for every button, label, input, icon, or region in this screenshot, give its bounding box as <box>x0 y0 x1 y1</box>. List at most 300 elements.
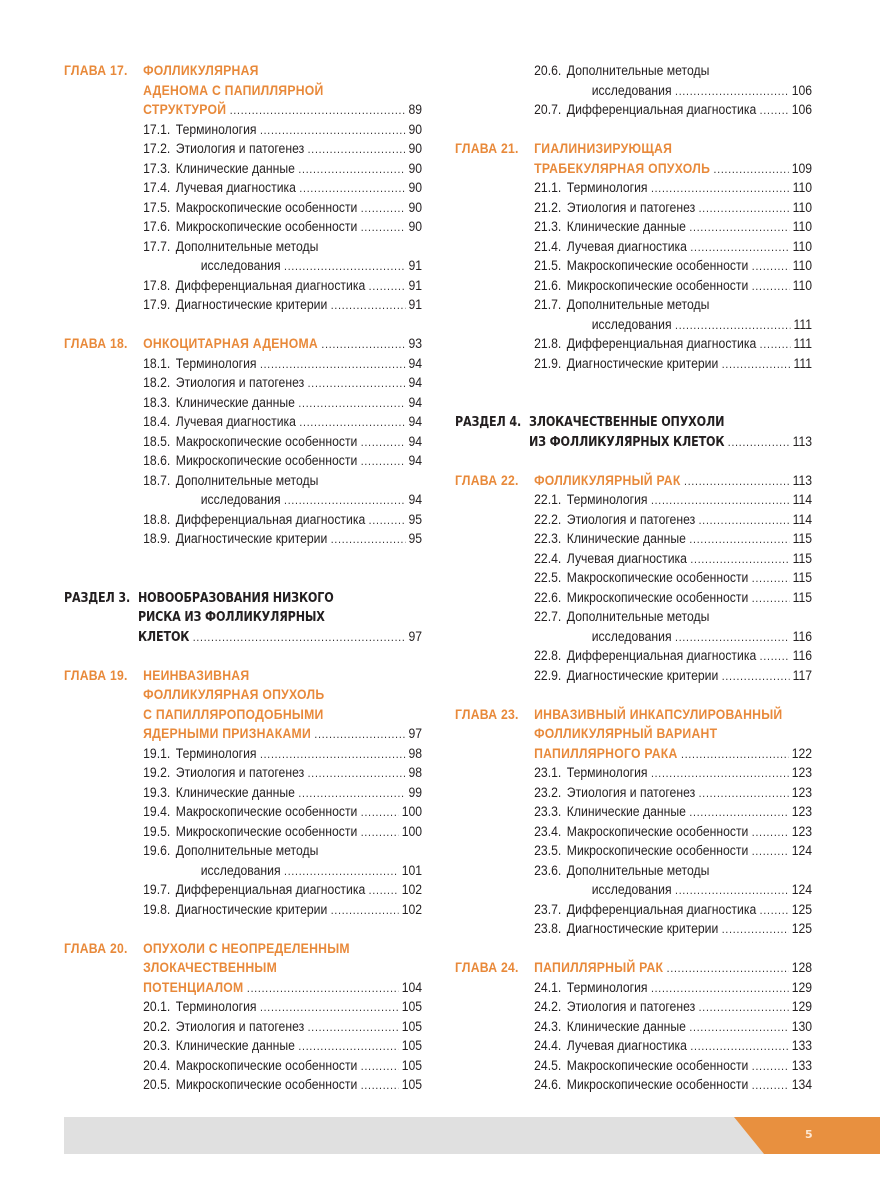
dot-leader <box>651 179 789 199</box>
toc-item[interactable] <box>64 862 422 882</box>
chapter-heading-line[interactable] <box>455 725 812 745</box>
item-text-wrap <box>176 238 422 258</box>
toc-item[interactable] <box>64 257 422 277</box>
item-title: Лучевая диагностика <box>566 550 687 567</box>
item-title: Микроскопические особенности <box>566 277 749 294</box>
item-number: 18.4. <box>143 414 171 430</box>
toc-item[interactable] <box>64 842 422 862</box>
continuation-entry <box>455 62 812 121</box>
chapter-heading-line[interactable] <box>455 472 812 492</box>
item-text-wrap <box>567 491 812 511</box>
item-number: 24.1. <box>534 979 562 996</box>
dot-leader <box>728 433 789 453</box>
item-number: 23.2. <box>534 784 562 801</box>
chapter-entry <box>64 62 422 316</box>
toc-item[interactable] <box>455 101 812 121</box>
item-text-wrap <box>201 862 422 882</box>
dot-leader <box>681 745 788 765</box>
section-title title-wrap <box>138 608 422 628</box>
dot-leader <box>314 725 405 745</box>
item-number: 18.8. <box>143 511 171 528</box>
section-title: КЛЕТОК <box>137 629 190 645</box>
toc-item[interactable] <box>64 296 422 316</box>
toc-item[interactable] <box>455 62 812 82</box>
item-number: 24.4. <box>534 1038 562 1054</box>
toc-item[interactable] <box>455 335 812 355</box>
dot-leader <box>699 998 789 1018</box>
item-title: Диагностические критерии <box>175 297 328 313</box>
item-text-wrap <box>176 784 422 804</box>
item-title: Макроскопические особенности <box>175 804 358 820</box>
toc-item[interactable] <box>455 355 812 375</box>
chapter-title title-wrap <box>143 101 422 121</box>
item-text-wrap <box>567 1018 812 1038</box>
toc-item[interactable] <box>455 979 812 999</box>
page-ref: 115 <box>792 550 813 567</box>
dot-leader <box>299 413 405 433</box>
item-text-wrap <box>176 511 422 531</box>
dot-leader <box>752 823 788 843</box>
toc-item[interactable] <box>64 355 422 375</box>
item-title: Дополнительные методы <box>175 472 319 489</box>
dot-leader <box>752 842 789 862</box>
item-title: Дифференциальная диагностика <box>566 901 757 918</box>
dot-leader <box>331 296 405 316</box>
chapter-heading-line[interactable] <box>64 959 422 979</box>
page-ref: 106 <box>791 82 813 99</box>
spacer <box>455 121 812 141</box>
toc-item[interactable] <box>455 667 812 687</box>
toc-item[interactable] <box>64 238 422 258</box>
toc-item[interactable] <box>64 803 422 823</box>
chapter-heading-line[interactable] <box>64 335 422 355</box>
chapter-title title-wrap <box>534 959 812 979</box>
toc-item[interactable] <box>64 901 422 921</box>
item-text-wrap <box>201 491 422 511</box>
item-number: 17.9. <box>143 297 171 313</box>
page-ref: 115 <box>792 570 813 586</box>
dot-leader <box>308 1018 399 1038</box>
section-title title-wrap <box>138 628 422 648</box>
page-ref: 98 <box>408 745 423 762</box>
toc-item[interactable] <box>455 569 812 589</box>
chapter-label: ГЛАВА 24. <box>455 960 519 976</box>
dot-leader <box>369 511 405 531</box>
page-ref: 105 <box>401 1018 423 1035</box>
item-text-wrap <box>176 901 422 921</box>
chapter-title title-wrap <box>143 725 422 745</box>
toc-item[interactable] <box>455 998 812 1018</box>
item-number: 23.7. <box>534 901 562 918</box>
item-number: 20.3. <box>143 1038 171 1054</box>
toc-item[interactable] <box>455 257 812 277</box>
item-title: Терминология <box>175 355 257 372</box>
toc-item[interactable] <box>64 1076 422 1096</box>
item-text-wrap <box>567 218 812 238</box>
item-title: Терминология <box>566 765 648 781</box>
item-text-wrap <box>176 296 422 316</box>
toc-item[interactable] <box>455 901 812 921</box>
toc-item[interactable] <box>64 121 422 141</box>
page-ref: 110 <box>792 180 813 196</box>
item-text-wrap <box>176 374 422 394</box>
item-number: 22.3. <box>534 531 562 547</box>
page-ref: 111 <box>793 355 813 372</box>
toc-item[interactable] <box>455 316 812 336</box>
section-heading-line[interactable] <box>64 589 422 609</box>
item-text-wrap <box>567 920 812 940</box>
item-title: Клинические данные <box>175 394 295 411</box>
item-text-wrap <box>567 1076 812 1096</box>
item-title: Этиология и патогенез <box>566 511 696 528</box>
page-ref: 123 <box>791 804 813 820</box>
chapter-heading-line[interactable] <box>64 82 422 102</box>
item-text-wrap <box>592 628 812 648</box>
toc-item[interactable] <box>64 179 422 199</box>
item-text-wrap <box>176 881 422 901</box>
section-heading-line[interactable] <box>64 608 422 628</box>
toc-item[interactable] <box>64 1057 422 1077</box>
dot-leader <box>321 335 405 355</box>
item-title: Макроскопические особенности <box>175 199 358 216</box>
item-title: Клинические данные <box>566 531 686 547</box>
dot-leader <box>667 959 789 979</box>
item-title: Клинические данные <box>566 219 686 235</box>
page-ref: 114 <box>792 492 813 508</box>
chapter-heading-line[interactable] <box>64 667 422 687</box>
page-ref: 90 <box>408 141 423 157</box>
item-title: Микроскопические особенности <box>175 1077 358 1093</box>
section-heading-line[interactable] <box>64 628 422 648</box>
page-ref: 109 <box>791 160 813 177</box>
page-ref: 94 <box>408 414 423 430</box>
toc-item[interactable] <box>455 277 812 297</box>
dot-leader <box>308 764 405 784</box>
chapter-heading-line[interactable] <box>455 160 812 180</box>
spacer <box>64 550 422 589</box>
item-text-wrap <box>176 413 422 433</box>
item-number: 21.4. <box>534 238 562 255</box>
spacer <box>455 374 812 413</box>
chapter-title: ИНВАЗИВНЫЙ ИНКАПСУЛИРОВАННЫЙ <box>534 706 783 723</box>
page-ref: 129 <box>791 979 813 996</box>
item-text-wrap <box>176 452 422 472</box>
page-ref: 124 <box>791 882 813 898</box>
item-title: Дополнительные методы <box>566 609 710 625</box>
page-ref: 117 <box>792 667 813 684</box>
item-title: Этиология и патогенез <box>566 999 696 1015</box>
item-number: 19.6. <box>143 843 171 859</box>
toc-item[interactable] <box>64 784 422 804</box>
page-ref: 110 <box>792 199 813 216</box>
chapter-title title-wrap <box>143 667 422 687</box>
dot-leader <box>651 979 788 999</box>
chapter-title title-wrap <box>534 140 812 160</box>
chapter-label: ГЛАВА 23. <box>455 706 519 723</box>
toc-item[interactable] <box>455 589 812 609</box>
toc-item[interactable] <box>64 433 422 453</box>
chapter-title: ОПУХОЛИ С НЕОПРЕДЕЛЕННЫМ <box>143 940 350 957</box>
dot-leader <box>361 218 405 238</box>
dot-leader <box>369 277 405 297</box>
item-number: 17.5. <box>143 199 171 216</box>
dot-leader <box>651 491 789 511</box>
toc-item[interactable] <box>455 823 812 843</box>
toc-item[interactable] <box>64 140 422 160</box>
page-ref: 91 <box>408 297 423 313</box>
chapter-title title-wrap <box>534 472 812 492</box>
item-title: Лучевая диагностика <box>175 180 296 196</box>
page-ref: 113 <box>792 472 813 489</box>
dot-leader <box>675 881 788 901</box>
page-ref: 122 <box>791 745 813 762</box>
page-ref: 102 <box>401 882 423 898</box>
item-text-wrap <box>567 764 812 784</box>
toc-item[interactable] <box>455 608 812 628</box>
dot-leader <box>308 140 405 160</box>
toc-item[interactable] <box>64 394 422 414</box>
dot-leader <box>284 257 405 277</box>
item-text-wrap <box>176 472 422 492</box>
dot-leader <box>230 101 405 121</box>
page-ref: 123 <box>791 823 813 840</box>
toc-item[interactable] <box>64 472 422 492</box>
page-ref: 100 <box>401 804 423 820</box>
item-text-wrap <box>567 277 812 297</box>
toc-item[interactable] <box>455 511 812 531</box>
page-ref: 104 <box>401 979 423 996</box>
item-title: Лучевая диагностика <box>566 238 687 255</box>
item-title: Дифференциальная диагностика <box>175 882 366 898</box>
toc-item[interactable] <box>455 218 812 238</box>
item-title: Дополнительные методы <box>175 238 319 255</box>
item-number: 22.6. <box>534 589 562 606</box>
item-title: Диагностические критерии <box>175 901 328 918</box>
section-label: РАЗДЕЛ 4. <box>455 415 522 430</box>
toc-item[interactable] <box>455 784 812 804</box>
item-title: Этиология и патогенез <box>175 1018 305 1035</box>
dot-leader <box>684 472 789 492</box>
chapter-entry <box>455 472 812 687</box>
dot-leader <box>260 355 405 375</box>
item-number: 23.8. <box>534 921 562 937</box>
page-ref: 115 <box>792 589 813 606</box>
page-ref: 94 <box>408 492 423 508</box>
toc-item[interactable] <box>64 823 422 843</box>
page-ref: 95 <box>408 511 423 528</box>
chapter-heading-line[interactable] <box>455 140 812 160</box>
item-number: 23.3. <box>534 804 562 820</box>
chapter-heading-line[interactable] <box>64 101 422 121</box>
section-heading-line[interactable] <box>455 433 812 453</box>
dot-leader <box>260 998 398 1018</box>
item-text-wrap <box>567 569 812 589</box>
toc-item[interactable] <box>64 218 422 238</box>
toc-item[interactable] <box>455 764 812 784</box>
toc-item[interactable] <box>455 1057 812 1077</box>
item-number: 23.5. <box>534 843 562 859</box>
dot-leader <box>361 1057 398 1077</box>
dot-leader <box>752 257 789 277</box>
page-ref: 90 <box>408 121 423 138</box>
dot-leader <box>699 511 790 531</box>
item-title: Макроскопические особенности <box>566 570 749 586</box>
dot-leader <box>361 823 399 843</box>
toc-item[interactable] <box>455 881 812 901</box>
item-title: Микроскопические особенности <box>566 1077 749 1093</box>
dot-leader <box>284 491 405 511</box>
section-title: ЗЛОКАЧЕСТВЕННЫЕ ОПУХОЛИ <box>528 415 725 430</box>
item-number: 20.5. <box>143 1077 171 1093</box>
item-text-wrap <box>567 842 812 862</box>
toc-item[interactable] <box>64 199 422 219</box>
toc-item[interactable] <box>455 179 812 199</box>
dot-leader <box>752 1057 788 1077</box>
item-text-wrap <box>567 101 812 121</box>
item-text-wrap <box>567 62 812 82</box>
item-title: Дифференциальная диагностика <box>566 336 757 352</box>
page-number: 5 <box>805 1128 813 1141</box>
toc-item[interactable] <box>64 160 422 180</box>
item-title: Макроскопические особенности <box>566 258 749 274</box>
toc-item[interactable] <box>455 1018 812 1038</box>
item-text-wrap <box>176 998 422 1018</box>
dot-leader <box>714 160 789 180</box>
item-text-wrap <box>176 745 422 765</box>
toc-item[interactable] <box>64 881 422 901</box>
item-title: Клинические данные <box>566 804 686 820</box>
item-title: Дополнительные методы <box>566 297 710 313</box>
item-text-wrap <box>567 901 812 921</box>
item-number: 17.3. <box>143 160 171 177</box>
dot-leader <box>675 316 790 336</box>
page-ref: 128 <box>791 960 813 976</box>
item-text-wrap <box>176 1057 422 1077</box>
item-number: 19.3. <box>143 784 171 801</box>
toc-item[interactable] <box>64 491 422 511</box>
item-title: Клинические данные <box>566 1018 686 1035</box>
item-number: 17.1. <box>143 121 171 138</box>
item-number: 18.2. <box>143 375 171 391</box>
toc-item[interactable] <box>455 628 812 648</box>
item-text-wrap <box>592 316 812 336</box>
toc-item[interactable] <box>64 413 422 433</box>
toc-item[interactable] <box>455 530 812 550</box>
chapter-heading-line[interactable] <box>64 62 422 82</box>
page-ref: 90 <box>408 180 423 196</box>
section-heading-line[interactable] <box>455 413 812 433</box>
toc-item[interactable] <box>64 277 422 297</box>
toc-item[interactable] <box>455 803 812 823</box>
toc-item[interactable] <box>64 530 422 550</box>
chapter-title: ЗЛОКАЧЕСТВЕННЫМ <box>143 960 278 976</box>
page-ref: 125 <box>791 901 813 918</box>
chapter-heading-line[interactable] <box>64 725 422 745</box>
item-text-wrap <box>567 1057 812 1077</box>
item-title: Дифференциальная диагностика <box>566 102 757 118</box>
chapter-title: ПАПИЛЛЯРНЫЙ РАК <box>534 960 664 976</box>
item-title: Терминология <box>566 492 648 508</box>
dot-leader <box>752 277 789 297</box>
toc-item[interactable] <box>64 374 422 394</box>
item-number: 24.3. <box>534 1018 562 1035</box>
toc-item[interactable] <box>64 998 422 1018</box>
item-title: Микроскопические особенности <box>566 589 749 606</box>
item-text-wrap <box>176 803 422 823</box>
toc-item[interactable] <box>64 745 422 765</box>
chapter-label: ГЛАВА 18. <box>64 336 128 352</box>
item-text-wrap <box>176 277 422 297</box>
toc-item[interactable] <box>64 764 422 784</box>
toc-item[interactable] <box>455 82 812 102</box>
chapter-heading-line[interactable] <box>64 940 422 960</box>
chapter-title: ФОЛЛИКУЛЯРНЫЙ ВАРИАНТ <box>534 726 718 742</box>
chapter-heading-line[interactable] <box>64 686 422 706</box>
chapter-title: ГИАЛИНИЗИРУЮЩАЯ <box>534 141 673 157</box>
chapter-heading-line[interactable] <box>455 745 812 765</box>
toc-item[interactable] <box>64 511 422 531</box>
toc-item[interactable] <box>64 1037 422 1057</box>
chapter-label: ГЛАВА 19. <box>64 667 128 684</box>
item-title: Дополнительные методы <box>566 63 710 79</box>
dot-leader <box>689 803 788 823</box>
item-title: Микроскопические особенности <box>175 453 358 469</box>
item-number: 23.4. <box>534 823 562 840</box>
item-number: 22.7. <box>534 609 562 625</box>
chapter-heading-line[interactable] <box>455 959 812 979</box>
dot-leader <box>722 667 789 687</box>
chapter-title: ТРАБЕКУЛЯРНАЯ ОПУХОЛЬ <box>534 160 711 177</box>
toc-item[interactable] <box>64 452 422 472</box>
toc-item[interactable] <box>455 296 812 316</box>
item-text-wrap <box>567 784 812 804</box>
chapter-heading-line[interactable] <box>64 706 422 726</box>
item-number: 22.4. <box>534 550 562 567</box>
chapter-title: ЯДЕРНЫМИ ПРИЗНАКАМИ <box>143 726 311 742</box>
dot-leader <box>361 803 398 823</box>
toc-item[interactable] <box>455 199 812 219</box>
item-text-wrap <box>567 296 812 316</box>
toc-item[interactable] <box>455 1076 812 1096</box>
toc-item[interactable] <box>455 550 812 570</box>
chapter-title title-wrap <box>143 686 422 706</box>
toc-item[interactable] <box>64 1018 422 1038</box>
item-text-wrap <box>567 550 812 570</box>
item-text-wrap <box>567 257 812 277</box>
toc-item[interactable] <box>455 842 812 862</box>
toc-item[interactable] <box>455 647 812 667</box>
item-number: 19.2. <box>143 765 171 781</box>
toc-item[interactable] <box>455 920 812 940</box>
toc-item[interactable] <box>455 862 812 882</box>
item-number: 22.8. <box>534 648 562 664</box>
page-ref: 90 <box>408 160 423 177</box>
toc-item[interactable] <box>455 238 812 258</box>
dot-leader <box>361 1076 399 1096</box>
page-ref: 111 <box>793 316 813 333</box>
dot-leader <box>675 82 788 102</box>
chapter-heading-line[interactable] <box>455 706 812 726</box>
dot-leader <box>260 121 405 141</box>
page-ref: 125 <box>791 921 813 937</box>
section-title: РИСКА ИЗ ФОЛЛИКУЛЯРНЫХ <box>137 610 325 625</box>
toc-item[interactable] <box>455 491 812 511</box>
page-ref: 91 <box>408 258 423 274</box>
dot-leader <box>298 1037 398 1057</box>
chapter-heading-line[interactable] <box>64 979 422 999</box>
toc-item[interactable] <box>455 1037 812 1057</box>
page-ref: 105 <box>401 1077 423 1093</box>
